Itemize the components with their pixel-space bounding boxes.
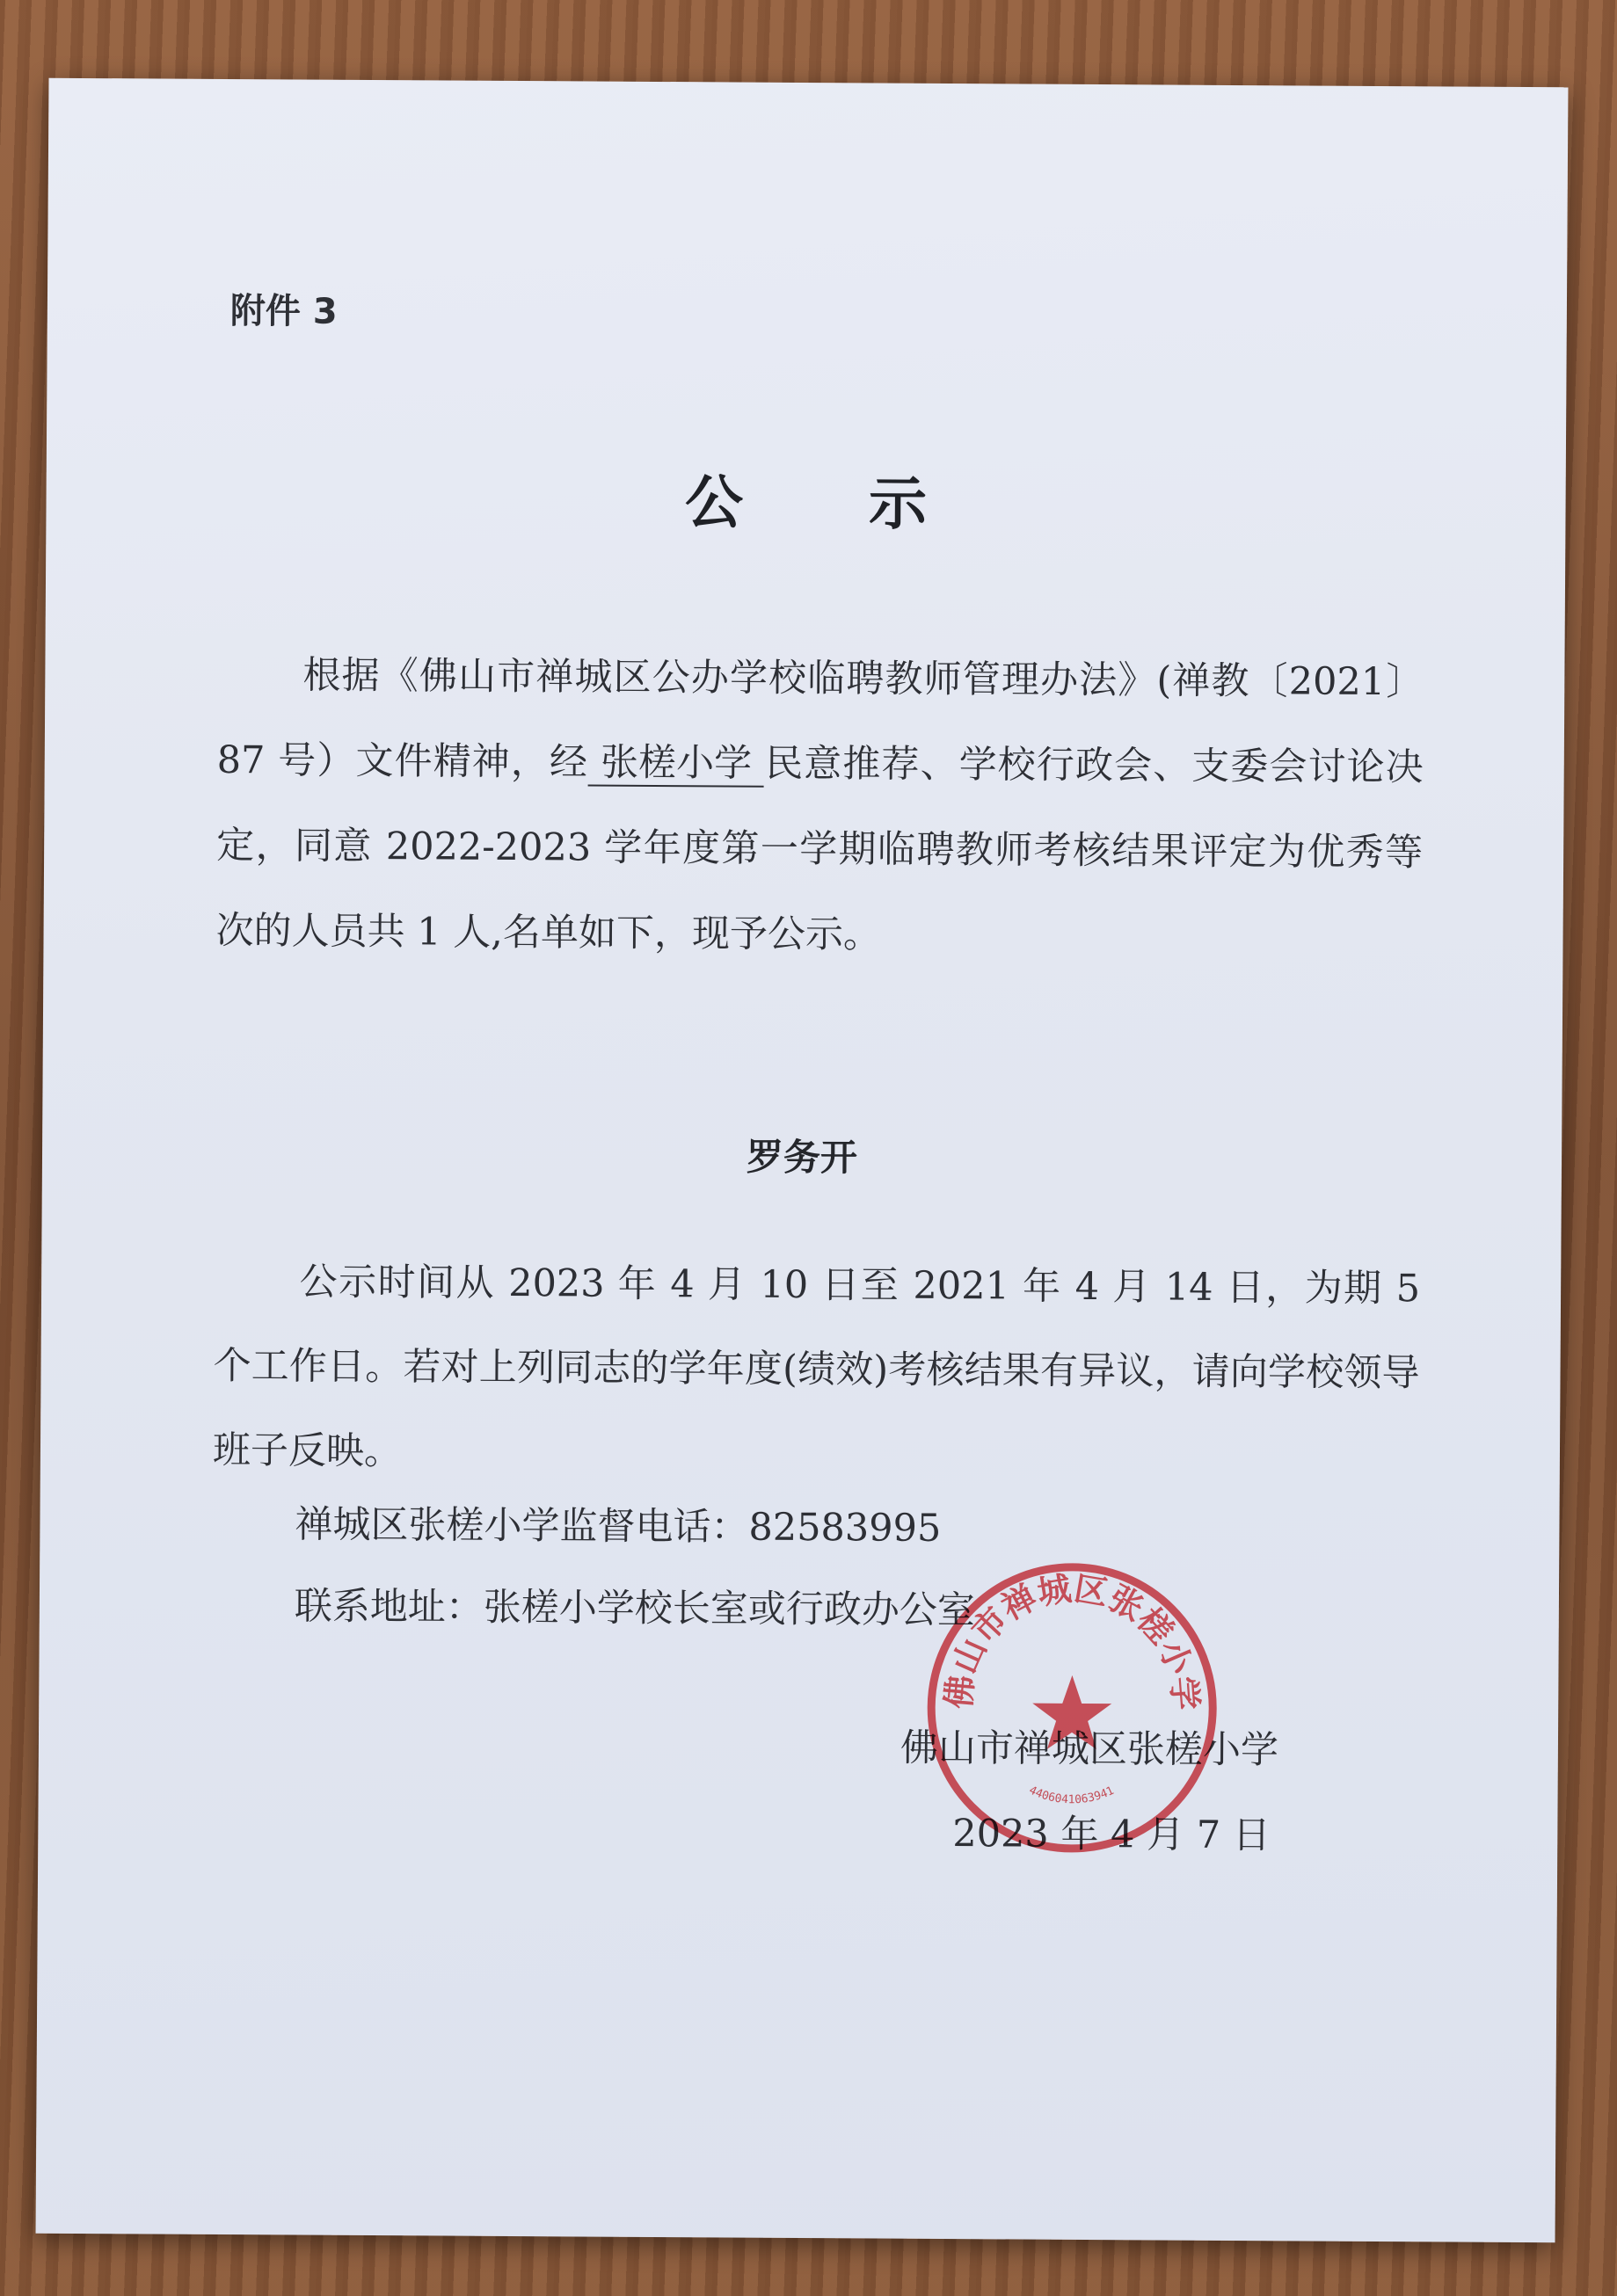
notice-paper [36,78,1569,2243]
candidate-name: 罗务开 [746,1135,858,1180]
signature-date: 2023 年 4 月 7 日 [952,1812,1271,1858]
seal-star-icon [1032,1675,1112,1750]
signature-organization: 佛山市禅城区张槎小学 [900,1726,1279,1773]
paragraph-1-rest: 民意推荐、学校行政会、支委会讨论决定，同意 2022-2023 学年度第一学期临聘教师考核结果评定为优秀等次的人员共 1 人,名单如下，现予公示。 [215,741,1424,957]
notice-paragraph-1 [215,633,1424,981]
supervision-phone: 禅城区张槎小学监督电话：82583995 [295,1502,942,1551]
page-title: 公 示 [684,469,980,539]
attachment-label: 附件 3 [229,291,338,332]
paragraph-2-text: 公示时间从 2023 年 4 月 10 日至 2021 年 4 月 14 日，为期 5 个工作日。若对上列同志的学年度(绩效)考核结果有异议，请向学校领导班子反映。 [212,1260,1421,1474]
official-seal [917,1553,1227,1863]
seal-serial-number: 4406041063941 [1026,1784,1117,1807]
contact-address: 联系地址：张槎小学校长室或行政办公室 [294,1584,976,1633]
paragraph-1-intro: 根据《佛山市禅城区公办学校临聘教师管理办法》(禅教〔2021〕87 号）文件精神，经 [216,653,1424,785]
school-name-underlined: 张槎小学 [588,741,764,788]
seal-ring-text: 佛山市禅城区张槎小学 [939,1568,1205,1711]
notice-paragraph-2 [213,1239,1421,1500]
